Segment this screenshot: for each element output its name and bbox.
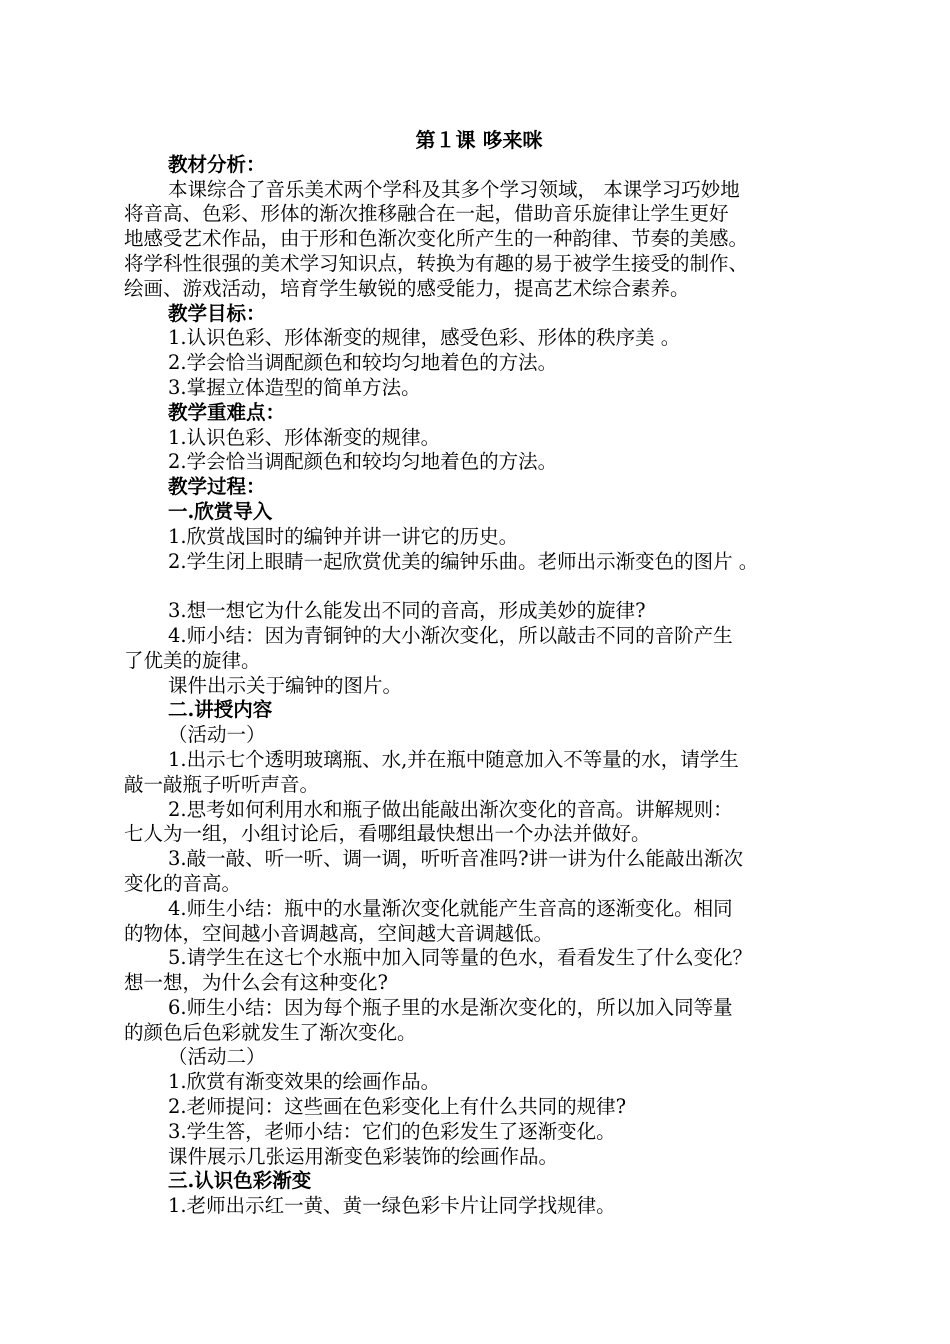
text-line: 将学科性很强的美术学习知识点，转换为有趣的易于被学生接受的制作、 (124, 251, 749, 275)
text-line: 4.师生小结：瓶中的水量渐次变化就能产生音高的逐渐变化。相同 (168, 896, 733, 920)
text-line: 3.学生答，老师小结：它们的色彩发生了逐渐变化。 (168, 1119, 616, 1143)
text-line: 了优美的旋律。 (124, 648, 261, 672)
text-line: 6.师生小结：因为每个瓶子里的水是渐次变化的，所以加入同等量 (168, 995, 733, 1019)
text-line: 想一想，为什么会有这种变化? (124, 971, 388, 995)
text-line: 1.认识色彩、形体渐变的规律。 (168, 425, 441, 449)
document-body (124, 153, 834, 1219)
text-line: 5.请学生在这七个水瓶中加入同等量的色水，看看发生了什么变化？ (168, 946, 753, 970)
blank-line (124, 574, 834, 599)
text-line: 2.学会恰当调配颜色和较均匀地着色的方法。 (168, 450, 558, 474)
text-line: 2.老师提问：这些画在色彩变化上有什么共同的规律? (168, 1095, 627, 1119)
text-line: 1.欣赏战国时的编钟并讲一讲它的历史。 (168, 524, 519, 548)
text-line: 3.想一想它为什么能发出不同的音高，形成美妙的旋律? (168, 599, 646, 623)
section-heading: 一.欣赏导入 (168, 499, 273, 523)
text-line: 敲一敲瓶子听听声音。 (124, 772, 320, 796)
section-heading: 教材分析： (168, 152, 266, 176)
text-line: 4.师小结：因为青铜钟的大小渐次变化，所以敲击不同的音阶产生 (168, 623, 733, 647)
section-heading: 三.认识色彩渐变 (168, 1169, 312, 1193)
text-line: （活动二） (168, 1045, 266, 1069)
text-line: 3.敲一敲、听一听、调一调，听听音准吗?讲一讲为什么能敲出渐次 (168, 847, 744, 871)
lesson-title: 第１课 哆来咪 (415, 128, 543, 152)
text-line: 2.思考如何利用水和瓶子做出能敲出渐次变化的音高。讲解规则： (168, 797, 733, 821)
text-line: 1.出示七个透明玻璃瓶、水,并在瓶中随意加入不等量的水，请学生 (168, 747, 739, 771)
text-line: 2.学生闭上眼睛一起欣赏优美的编钟乐曲。老师出示渐变色的图片 。 (168, 549, 759, 573)
text-line: 1.欣赏有渐变效果的绘画作品。 (168, 1070, 441, 1094)
text-line: 将音高、色彩、形体的渐次推移融合在一起，借助音乐旋律让学生更好 (124, 202, 729, 226)
text-line: 2.学会恰当调配颜色和较均匀地着色的方法。 (168, 351, 558, 375)
text-line: 的颜色后色彩就发生了渐次变化。 (124, 1020, 417, 1044)
text-line: 课件出示关于编钟的图片。 (168, 673, 403, 697)
section-heading: 教学目标： (168, 301, 266, 325)
section-heading: 教学重难点： (168, 400, 286, 424)
text-line: 变化的音高。 (124, 871, 242, 895)
section-heading: 二.讲授内容 (168, 698, 273, 722)
text-line: 本课综合了音乐美术两个学科及其多个学习领域， 本课学习巧妙地 (168, 177, 740, 201)
text-line: 3.掌握立体造型的简单方法。 (168, 375, 421, 399)
text-line: 七人为一组，小组讨论后，看哪组最快想出一个办法并做好。 (124, 822, 651, 846)
section-heading: 教学过程： (168, 475, 266, 499)
text-line: 的物体，空间越小音调越高，空间越大音调越低。 (124, 921, 554, 945)
text-line: 绘画、游戏活动，培育学生敏锐的感受能力，提高艺术综合素养。 (124, 276, 690, 300)
text-line: （活动一） (168, 723, 266, 747)
document-page (124, 128, 834, 1219)
text-line: 1.老师出示红一黄、黄一绿色彩卡片让同学找规律。 (168, 1194, 616, 1218)
text-line: 课件展示几张运用渐变色彩装饰的绘画作品。 (168, 1144, 559, 1168)
text-line: 1.认识色彩、形体渐变的规律，感受色彩、形体的秩序美 。 (168, 326, 681, 350)
text-line: 地感受艺术作品，由于形和色渐次变化所产生的一种韵律、节奏的美感。 (124, 227, 749, 251)
